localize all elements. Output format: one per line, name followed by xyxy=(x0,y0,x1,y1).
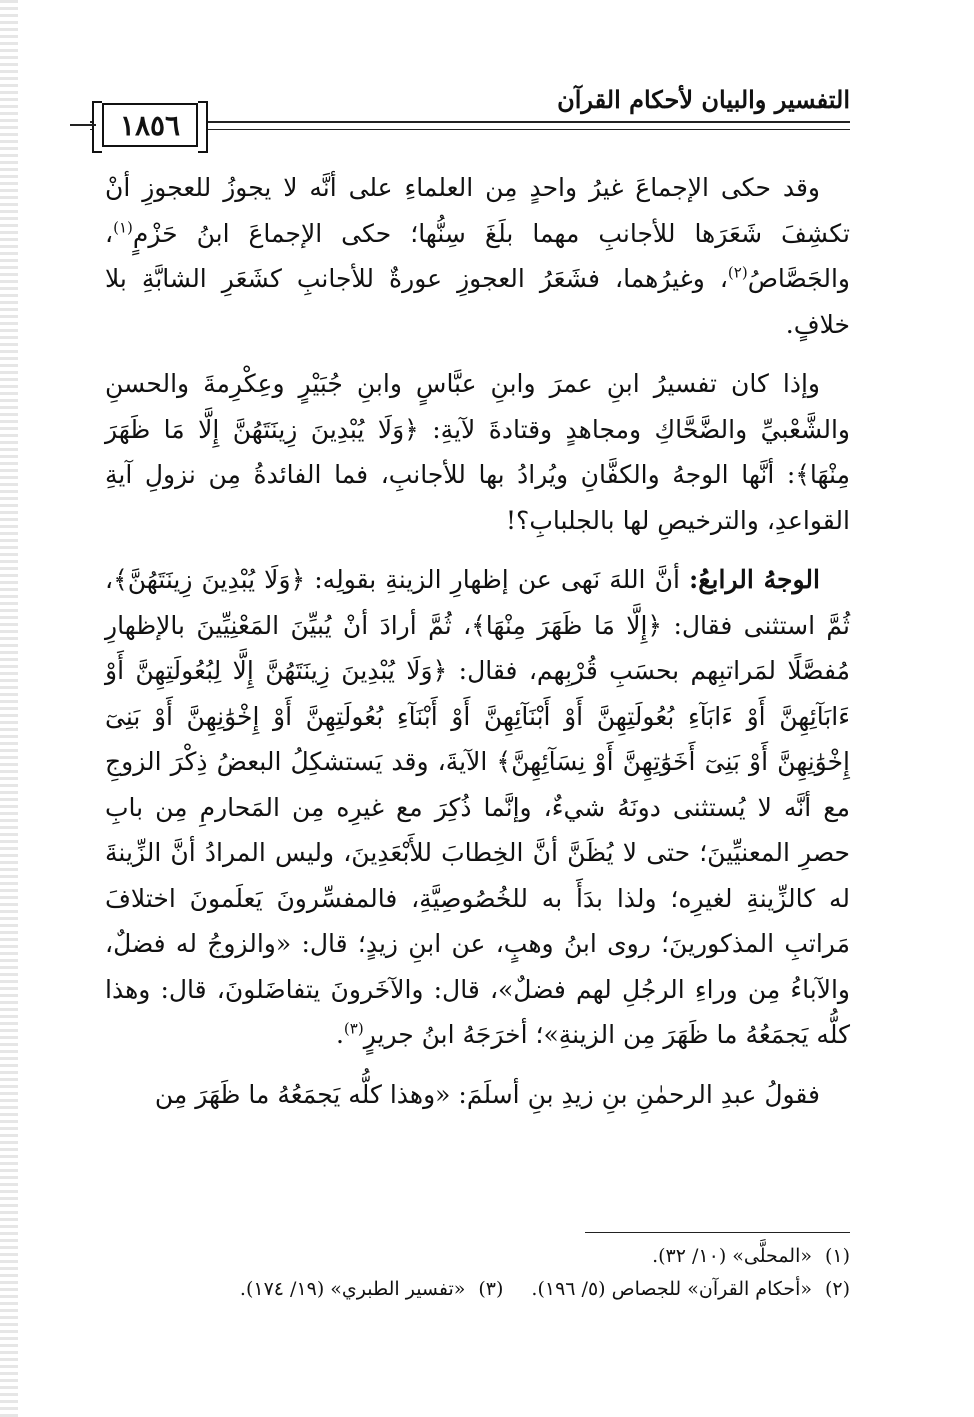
paragraph-1-text: وقد حكى الإجماعَ غيرُ واحدٍ مِن العلماءِ على أنَّه لا يجوزُ للعجوزِ أنْ تكشِفَ شَعَرَها للأجانبِ مهما بلَغَ سِنُّها؛ حكى الإجماعَ ابنُ حَزْمٍ xyxy=(105,173,850,248)
footnote-3-text: «تفسير الطبري» (١٩/ ١٧٤). xyxy=(239,1278,466,1300)
paragraph-2 xyxy=(105,361,850,543)
paragraph-4 xyxy=(105,1072,850,1118)
footnote-ref-3: (٣) xyxy=(343,1019,364,1038)
footnote-2 xyxy=(140,1273,850,1306)
paragraph-4-text: فقولُ عبدِ الرحمٰنِ بنِ زيدِ بنِ أسلَمَ: «وهذا كلُّه يَجمَعُهُ ما ظَهَرَ مِن xyxy=(154,1079,820,1109)
paragraph-1-text-2: ، والجَصَّاصُ xyxy=(105,218,850,293)
footnote-ref-2: (٢) xyxy=(727,263,748,282)
paragraph-1 xyxy=(105,165,850,347)
running-header-title: التفسير والبيان لأحكام القرآن xyxy=(557,85,850,114)
footnote-1-text: «المحلَّى» (١٠/ ٣٢). xyxy=(652,1245,812,1267)
paragraph-3-text: أنَّ اللهَ نَهى عن إظهارِ الزينةِ بقولِه: ﴿وَلَا يُبْدِينَ زِينَتَهُنَّ﴾، ثُمَّ استثنى فقال: ﴿إِلَّا مَا ظَهَرَ مِنْهَا﴾، ثُمَّ أرادَ أنْ يُبيِّنَ المَعْنِيِّينَ بالإظهارِ مُفصَّلًا لمَراتبِهم بحسَبِ قُرْبِهم، فقال: ﴿وَلَا يُبْدِينَ زِينَتَهُنَّ إِلَّا لِبُعُولَتِهِنَّ أَوْ ءَابَآئِهِنَّ أَوْ ءَابَآءِ بُعُولَتِهِنَّ أَوْ أَبْنَآئِهِنَّ أَوْ أَبْنَآءِ بُعُولَتِهِنَّ أَوْ إِخْوَٰنِهِنَّ أَوْ بَنِىٓ إِخْوَٰنِهِنَّ أَوْ بَنِىٓ أَخَوَٰتِهِنَّ أَوْ نِسَآئِهِنَّ﴾ الآيةَ، وقد يَستشكِلُ البعضُ ذِكْرَ الزوجِ مع أنَّه لا يُستثنى دونَهُ شيءٌ، وإنَّما ذُكِرَ مع غيرِه مِن المَحارمِ مِن بابِ حصرِ المعنيِّينَ؛ حتى لا يُظَنَّ أنَّ الخِطابَ للأَبْعَدِينَ، وليس المرادُ أنَّ الزِّينةَ له كالزِّينةِ لغيرِه؛ ولذا بدَأَ به للخُصُوصِيَّةِ، فالمفسِّرونَ يَعلَمونَ اختلافَ مَراتبِ المذكورينَ؛ روى ابنُ وهبٍ، عن ابنِ زيدٍ؛ قال: «والزوجُ له فضلٌ، والآباءُ مِن وراءِ الرجُلِ لهم فضلٌ»، قال: والآخَرونَ يتفاضَلونَ، قال: وهذا كلُّه يَجمَعُهُ ما ظَهَرَ مِن الزينةِ»؛ أخرَجَهُ ابنُ جريرٍ xyxy=(105,565,850,1049)
footnote-ref-1: (١) xyxy=(113,218,133,237)
footnote-1 xyxy=(140,1240,850,1273)
paragraph-1-text-3: ، وغيرُهما، فشَعَرُ العجوزِ عورةٌ للأجانبِ كشَعَرِ الشابَّةِ بلا خلافٍ. xyxy=(105,264,850,339)
footnote-1-number: (١) xyxy=(824,1245,850,1267)
main-text xyxy=(105,165,850,1117)
paragraph-3-text-2: . xyxy=(335,1020,344,1049)
footnote-3-number: (٣) xyxy=(478,1278,504,1300)
paragraph-3-lead: الوجهُ الرابعُ: xyxy=(689,565,820,594)
footnote-2-text: «أحكام القرآن» للجصاص (٥/ ١٩٦). xyxy=(531,1278,812,1300)
footnote-separator xyxy=(585,1232,850,1233)
page-number xyxy=(102,103,198,147)
paragraph-3 xyxy=(105,557,850,1058)
running-header xyxy=(90,85,850,155)
header-side-rule xyxy=(70,124,96,126)
page-number-value: ١٨٥٦ xyxy=(119,108,181,142)
paragraph-2-text: وإذا كان تفسيرُ ابنِ عمرَ وابنِ عبَّاسٍ وابنِ جُبَيْرٍ وعِكْرِمةَ والحسنِ والشَّعْبيِّ والضَّحَّاكِ ومجاهدٍ وقتادةَ لآيةِ: ﴿وَلَا يُبْدِينَ زِينَتَهُنَّ إِلَّا مَا ظَهَرَ مِنْهَا﴾: أنَّها الوجهُ والكفَّانِ ويُرادُ بها للأجانبِ، فما الفائدةُ مِن نزولِ آيةِ القواعدِ، والترخيصِ لها بالجلبابِ؟! xyxy=(105,369,850,535)
footnote-2-number: (٢) xyxy=(824,1278,850,1300)
page-edge-shadow xyxy=(0,0,18,1417)
footnotes xyxy=(140,1240,850,1306)
